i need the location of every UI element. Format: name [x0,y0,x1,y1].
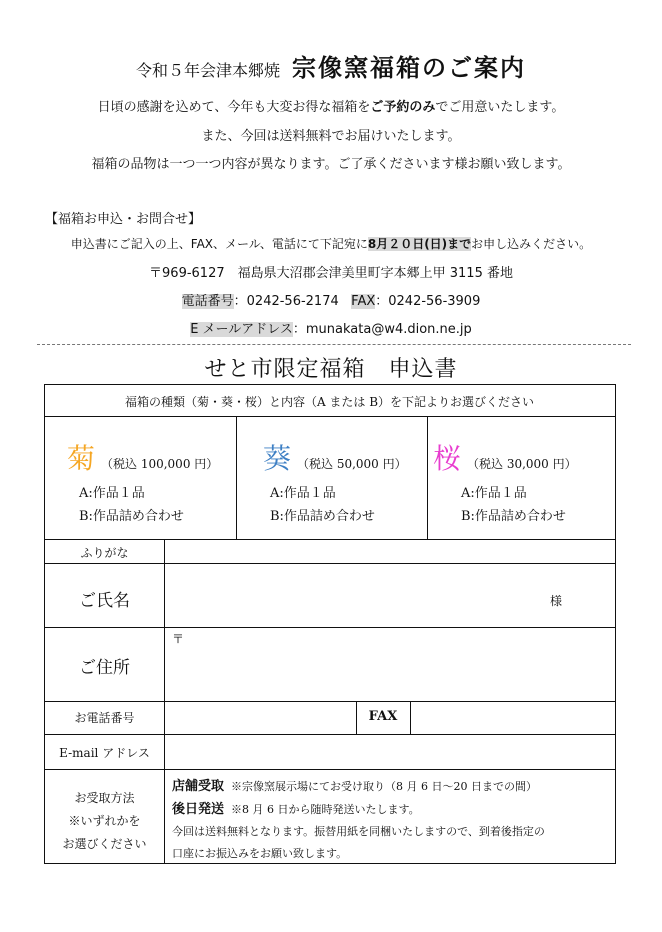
box-aoi-option-a[interactable]: A:作品１品 [270,486,336,501]
box-kiku-option-a[interactable]: A:作品１品 [79,486,145,501]
contact-address: 〒969-6127 福島県大沼郡会津美里町字本郷上甲 3115 番地 [149,266,513,281]
ship-detail-1: 今回は送料無料となります。振替用紙を同梱いたしますので、到着後指定の [172,825,545,838]
contact-instruction [0,235,662,252]
postal-mark: 〒 [172,632,185,646]
intro-line-1-bold: ご予約のみ [370,100,436,115]
box-kiku[interactable] [67,437,218,477]
store-note: ※宗像窯展示場にてお受け取り（8 月 6 日～20 日までの間） [231,780,537,793]
receive-label-2: ※いずれかを [68,814,141,828]
box-sakura-option-a[interactable]: A:作品１品 [461,486,527,501]
fax-field-label: FAX [368,709,398,724]
phone-label: 電話番号 [181,294,234,309]
ship-note: ※8 月 6 日から随時発送いたします。 [231,803,420,816]
box-sakura-char: 桜 [433,442,462,475]
intro-line-2: また、今回は送料無料でお届けいたします。 [201,129,461,144]
contact-line-b: お申し込みください。 [471,237,592,251]
form-instruction: 福箱の種類（菊・葵・桜）と内容（A または B）を下記よりお選びください [124,395,535,409]
email-field[interactable] [165,735,614,769]
receive-label-1: お受取方法 [74,791,135,805]
intro-line-1-a: 日頃の感謝を込めて、今年も大変お得な福箱を [97,100,371,115]
fax-label: FAX [351,294,376,309]
furigana-label: ふりがな [80,546,129,560]
fax-number: ：0242-56-3909 [375,294,481,309]
form-title: せと市限定福箱 申込書 [204,357,458,382]
deadline: 8月２０日(日)まで [367,237,472,251]
fax-field[interactable] [411,702,614,734]
box-kiku-option-b[interactable]: B:作品詰め合わせ [79,509,184,524]
box-sakura-price: （税込 30,000 円） [467,457,577,471]
phone-field-label: お電話番号 [74,711,135,725]
title-prefix: 令和５年会津本郷焼 [135,61,280,80]
intro-line-1-b: でご用意いたします。 [435,100,565,115]
page-title [0,48,662,83]
name-field[interactable] [165,564,614,627]
ship-option[interactable] [172,798,420,817]
store-label: 店舗受取 [172,779,225,794]
contact-phone-fax [0,290,662,309]
address-field[interactable] [165,628,614,701]
email-address[interactable]: ：munakata@w4.dion.ne.jp [292,322,472,337]
furigana-field[interactable] [165,540,614,563]
name-label: ご氏名 [79,591,130,611]
ship-detail-2: 口座にお振込みをお願い致します。 [172,847,348,860]
contact-email [0,318,662,337]
title-main: 宗像窯福箱のご案内 [292,54,526,82]
box-aoi-char: 葵 [263,442,292,475]
email-field-label: E-mail アドレス [59,746,150,760]
box-aoi-price: （税込 50,000 円） [297,457,407,471]
ship-label: 後日発送 [172,802,225,817]
box-aoi[interactable] [263,437,407,477]
contact-heading: 【福箱お申込・お問合せ】 [45,212,202,227]
intro-line-3: 福箱の品物は一つ一つ内容が異なります。ご了承くださいます様お願い致します。 [91,157,571,172]
contact-line-a: 申込書にご記入の上、FAX、メール、電話にて下記宛に [70,237,368,251]
divider [37,344,631,345]
box-sakura-option-b[interactable]: B:作品詰め合わせ [461,509,566,524]
box-sakura[interactable] [433,437,577,477]
phone-field[interactable] [165,702,355,734]
box-kiku-char: 菊 [67,442,96,475]
receive-label [45,787,164,856]
name-suffix: 様 [550,594,563,608]
box-kiku-price: （税込 100,000 円） [101,457,219,471]
receive-label-3: お選びください [62,837,147,851]
intro-line-1 [0,96,662,115]
phone-number: ：0242-56-2174 [233,294,339,309]
email-label: E メールアドレス [190,322,293,337]
order-form [44,384,616,864]
store-option[interactable] [172,775,537,794]
address-label: ご住所 [79,658,130,678]
box-aoi-option-b[interactable]: B:作品詰め合わせ [270,509,375,524]
